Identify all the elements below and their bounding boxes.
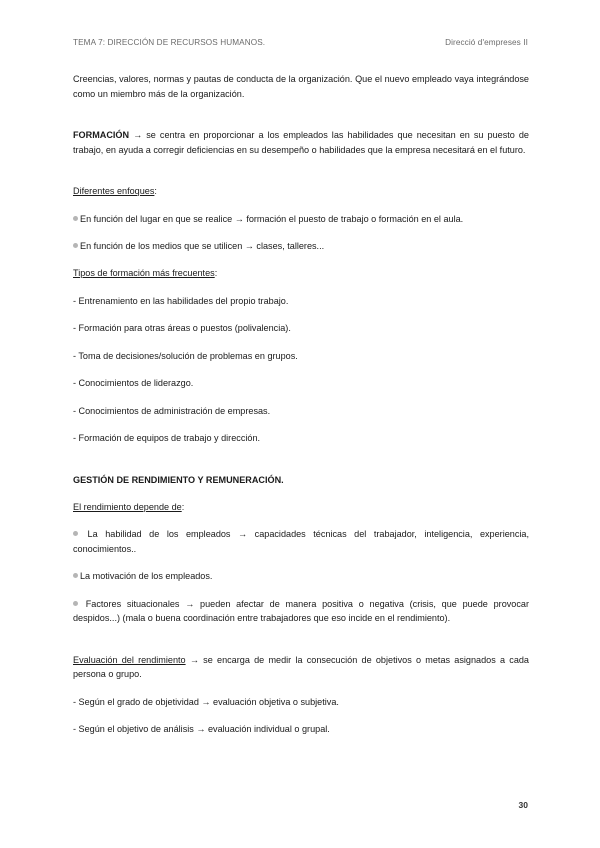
rendimiento-heading-suffix: : xyxy=(181,501,185,512)
enfoque-item-text: En función de los medios que se utilicen → clases, talleres... xyxy=(80,241,325,251)
evaluacion-item: - Según el grado de objetividad → evaluación objetiva o subjetiva. xyxy=(73,696,339,707)
tipo-item: - Toma de decisiones/solución de problemas en grupos. xyxy=(73,350,298,361)
header-course-title: Direcció d'empreses II xyxy=(445,38,528,47)
tipo-item: - Conocimientos de liderazgo. xyxy=(73,378,194,388)
tipos-heading xyxy=(73,266,529,281)
evaluacion-item: - Según el objetivo de análisis → evaluación individual o grupal. xyxy=(73,724,330,734)
enfoque-item-text: En función del lugar en que se realice → formación el puesto de trabajo o formación en el aula. xyxy=(80,213,464,224)
bullet-dot-icon xyxy=(73,601,78,606)
rendimiento-item-text: Factores situacionales → pueden afectar de manera positiva o negativa (crisis, que puede provocar despidos...) (mala o buena coordinación entre trabajadores que eso incide en el rendimiento). xyxy=(73,598,529,623)
evaluacion-paragraph xyxy=(73,653,529,682)
intro-paragraph: Creencias, valores, normas y pautas de conducta de la organización. Que el nuevo empleado vaya integrándose como un miembro más de la organización. xyxy=(73,74,529,99)
enfoques-heading xyxy=(73,184,529,199)
page-number: 30 xyxy=(518,800,528,810)
tipo-item: - Entrenamiento en las habilidades del propio trabajo. xyxy=(73,295,289,306)
page-body xyxy=(73,72,529,737)
tipos-heading-suffix: : xyxy=(214,268,218,278)
formacion-paragraph xyxy=(73,128,529,157)
formacion-term: FORMACIÓN xyxy=(73,130,130,140)
page-header xyxy=(73,38,528,50)
rendimiento-heading xyxy=(73,500,529,515)
evaluacion-term: Evaluación del rendimiento xyxy=(73,654,186,665)
header-chapter-title: TEMA 7: DIRECCIÓN DE RECURSOS HUMANOS. xyxy=(73,38,266,47)
rendimiento-item-text: La motivación de los empleados. xyxy=(80,571,213,581)
bullet-dot-icon xyxy=(73,573,78,578)
bullet-dot-icon xyxy=(73,531,78,536)
rendimiento-item xyxy=(73,569,529,584)
gestion-title: GESTIÓN DE RENDIMIENTO Y REMUNERACIÓN. xyxy=(73,474,284,485)
rendimiento-heading-text: El rendimiento depende de xyxy=(73,501,182,512)
rendimiento-item xyxy=(73,597,529,626)
tipo-item: - Formación para otras áreas o puestos (polivalencia). xyxy=(73,323,291,333)
enfoques-heading-suffix: : xyxy=(154,186,157,196)
evaluacion-text: → se encarga de medir la consecución de objetivos o metas asignados a cada persona o grupo. xyxy=(73,654,529,679)
tipo-item: - Conocimientos de administración de empresas. xyxy=(73,405,271,416)
bullet-dot-icon xyxy=(73,243,78,248)
rendimiento-item xyxy=(73,527,529,556)
enfoque-item xyxy=(73,239,529,254)
tipo-item: - Formación de equipos de trabajo y dirección. xyxy=(73,433,261,443)
rendimiento-item-text: La habilidad de los empleados → capacidades técnicas del trabajador, inteligencia, experiencia, conocimientos.. xyxy=(73,529,529,554)
enfoque-item xyxy=(73,212,529,227)
bullet-dot-icon xyxy=(73,216,78,221)
formacion-text: → se centra en proporcionar a los empleados las habilidades que necesitan en su puesto de trabajo, en ayuda a corregir deficiencias en su desempeño o habilidades que la empresa necesitará en el futuro. xyxy=(73,130,529,155)
tipos-heading-text: Tipos de formación más frecuentes xyxy=(73,268,215,278)
enfoques-heading-text: Diferentes enfoques xyxy=(73,186,155,196)
